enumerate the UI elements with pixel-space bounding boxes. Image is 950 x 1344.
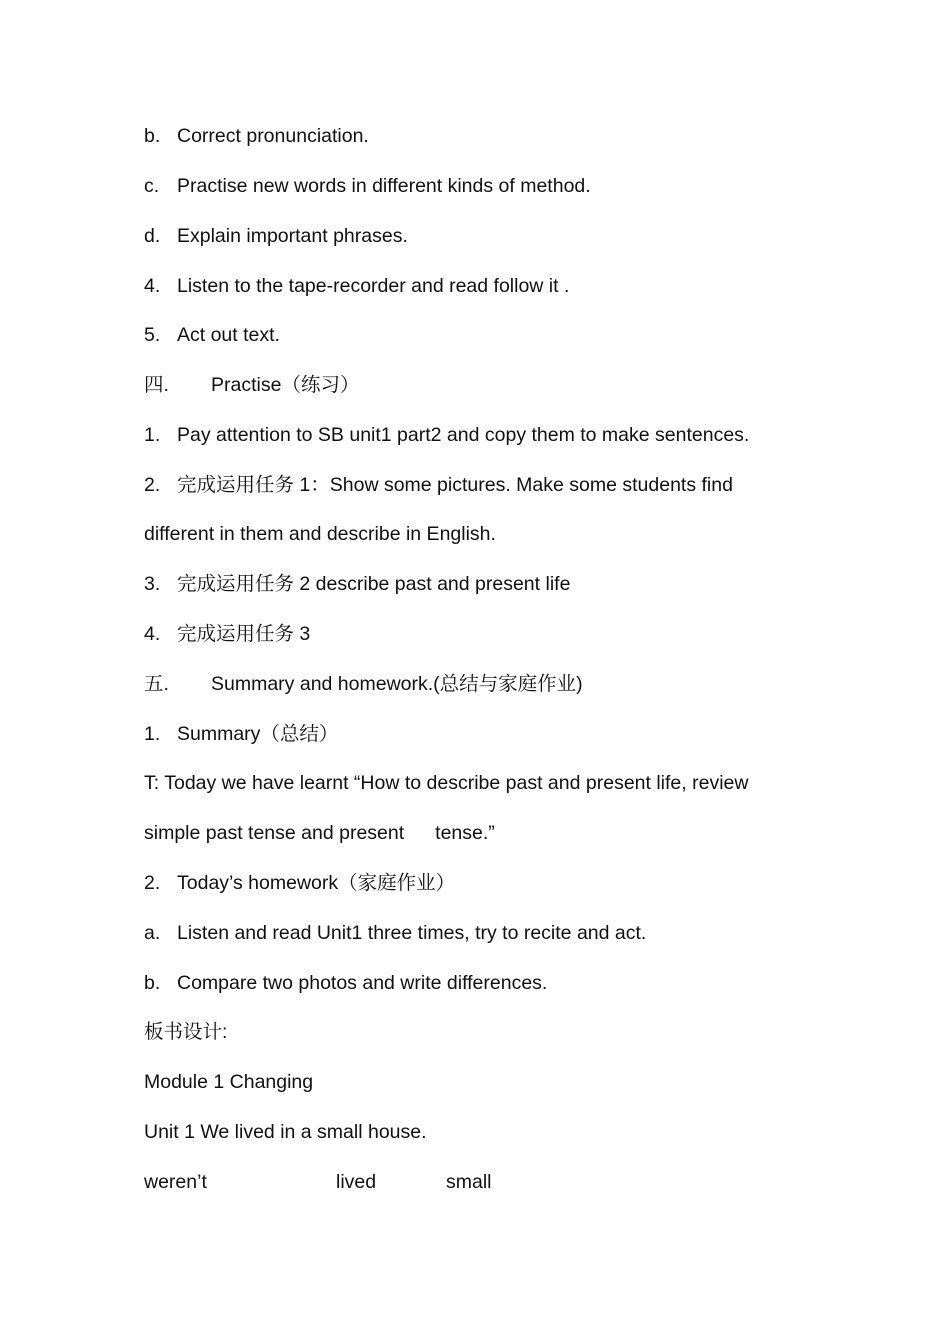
- board-word: small: [446, 1171, 492, 1193]
- item-text: Listen to the tape-recorder and read follow it .: [177, 275, 570, 297]
- item-text: 完成运用任务 2 describe past and present life: [177, 573, 571, 595]
- list-item: [144, 121, 369, 151]
- line-text: Module 1 Changing: [144, 1071, 314, 1093]
- item-text: Act out text.: [177, 324, 280, 346]
- item-text: Pay attention to SB unit1 part2 and copy them to make sentences.: [177, 424, 750, 446]
- section-number: 五.: [144, 673, 169, 695]
- section-number: 四.: [144, 374, 169, 396]
- item-text: Explain important phrases.: [177, 225, 408, 247]
- list-item: [144, 918, 646, 948]
- line-text: Unit 1 We lived in a small house.: [144, 1121, 427, 1143]
- section-heading: [144, 370, 359, 400]
- item-label: 1.: [144, 723, 161, 745]
- item-label: b.: [144, 972, 161, 994]
- item-label: 4.: [144, 275, 161, 297]
- list-item: [144, 420, 749, 450]
- board-word: lived: [336, 1171, 377, 1193]
- item-label: 2.: [144, 872, 161, 894]
- item-text: Summary（总结）: [177, 723, 339, 745]
- list-item: [144, 271, 569, 301]
- item-text: Listen and read Unit1 three times, try to recite and act.: [177, 922, 647, 944]
- line-text: tense.”: [435, 822, 495, 844]
- list-item: [144, 868, 455, 898]
- item-text: Today’s homework（家庭作业）: [177, 872, 456, 894]
- board-design-heading: [144, 1017, 227, 1047]
- item-label: 5.: [144, 324, 161, 346]
- item-label: b.: [144, 125, 161, 147]
- line-text: 板书设计:: [144, 1021, 228, 1043]
- list-item: [144, 221, 408, 251]
- item-label: 4.: [144, 623, 161, 645]
- item-text: Correct pronunciation.: [177, 125, 369, 147]
- list-item: [144, 968, 547, 998]
- paragraph-line: [144, 818, 495, 848]
- item-label: a.: [144, 922, 161, 944]
- list-item: [144, 719, 338, 749]
- item-label: c.: [144, 175, 160, 197]
- item-text: 完成运用任务 3: [177, 623, 311, 645]
- line-text: T: Today we have learnt “How to describe past and present life, review: [144, 772, 749, 794]
- unit-title: [144, 1117, 427, 1147]
- paragraph-line: [144, 519, 496, 549]
- item-label: d.: [144, 225, 161, 247]
- board-word: weren’t: [144, 1171, 207, 1193]
- module-title: [144, 1067, 313, 1097]
- list-item: [144, 619, 310, 649]
- item-label: 1.: [144, 424, 161, 446]
- item-text: Compare two photos and write differences.: [177, 972, 548, 994]
- item-label: 3.: [144, 573, 161, 595]
- section-heading: [144, 669, 583, 699]
- section-title: Summary and homework.(总结与家庭作业): [211, 673, 583, 695]
- item-label: 2.: [144, 474, 161, 496]
- line-text: different in them and describe in English.: [144, 523, 496, 545]
- list-item: [144, 320, 280, 350]
- section-title: Practise（练习）: [211, 374, 360, 396]
- list-item: [144, 569, 570, 599]
- item-text: 完成运用任务 1：Show some pictures. Make some students find: [177, 474, 733, 496]
- list-item: [144, 470, 733, 500]
- line-text: simple past tense and present: [144, 822, 405, 844]
- item-text: Practise new words in different kinds of method.: [177, 175, 591, 197]
- paragraph-line: [144, 768, 748, 798]
- list-item: [144, 171, 591, 201]
